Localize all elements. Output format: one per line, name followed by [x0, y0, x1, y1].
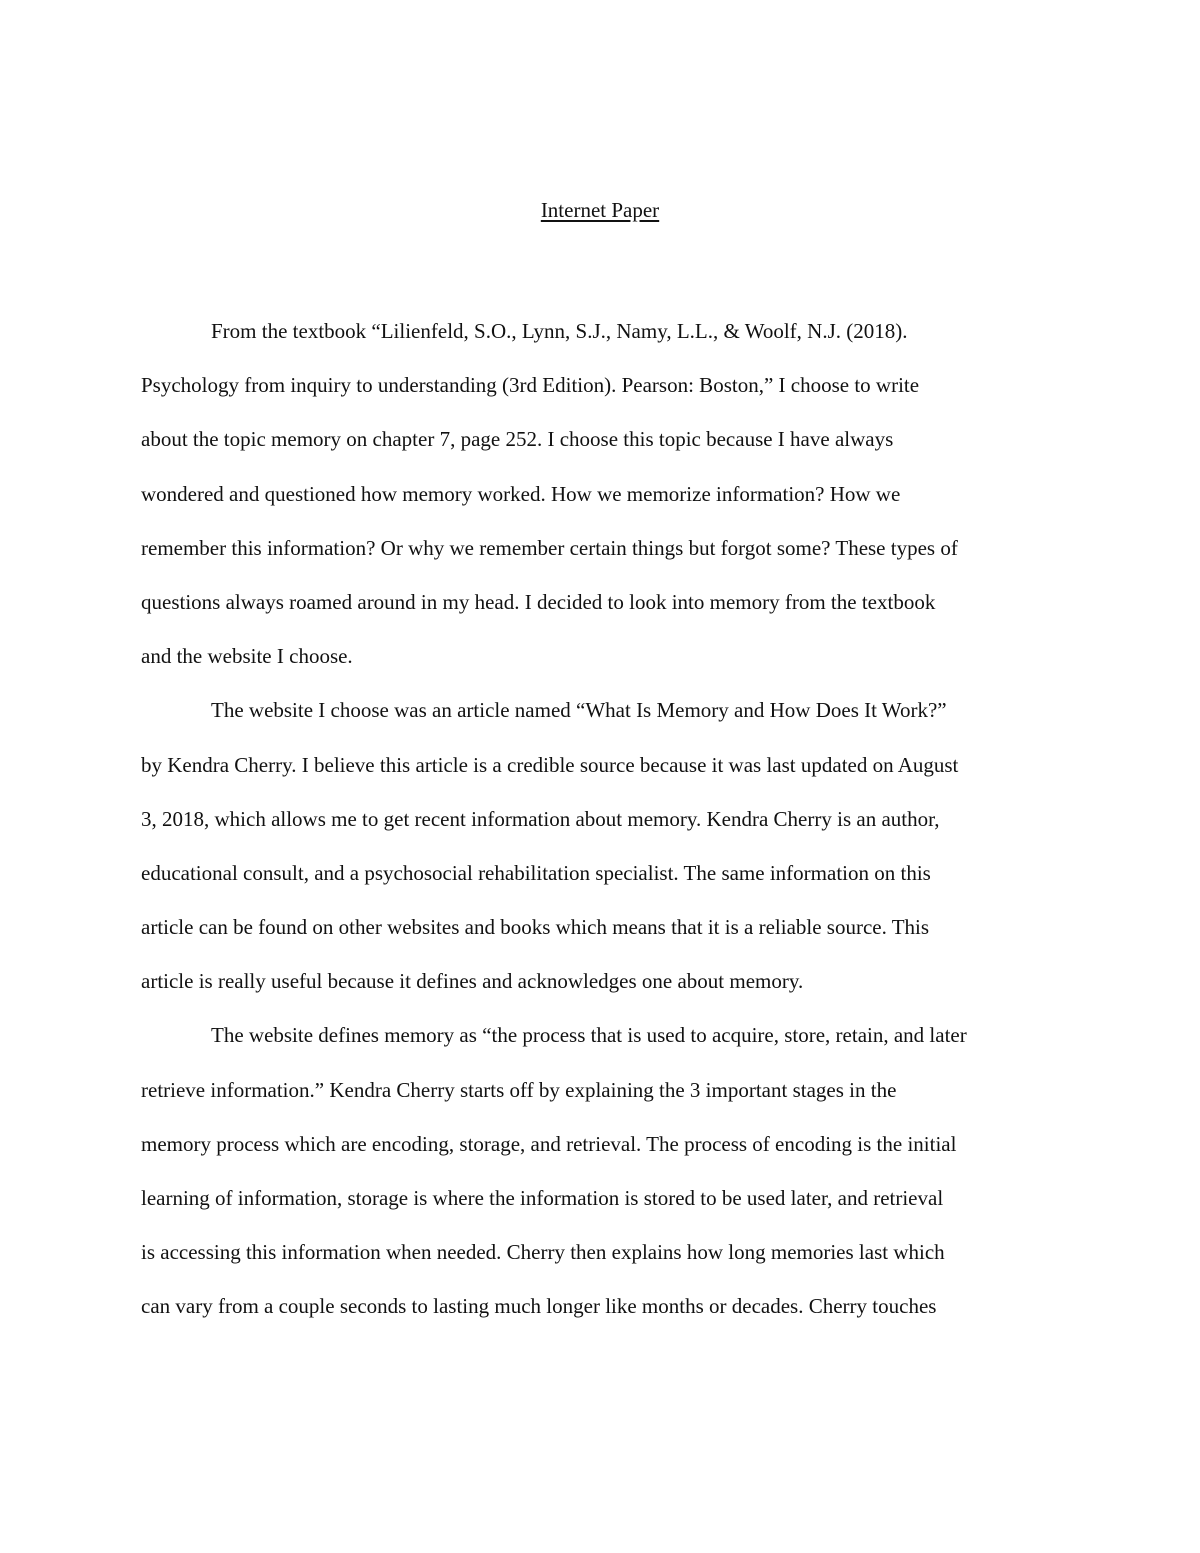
- paragraph-3-line-5: is accessing this information when needed. Cherry then explains how long memories last which: [141, 1240, 945, 1265]
- paragraph-1-line-4: wondered and questioned how memory worked. How we memorize information? How we: [141, 481, 901, 506]
- paragraph-1-line-2: Psychology from inquiry to understanding (3rd Edition). Pearson: Boston,” I choose to write: [141, 373, 920, 398]
- paragraph-3-line-6: can vary from a couple seconds to lasting much longer like months or decades. Cherry touches: [141, 1294, 937, 1319]
- paragraph-2-line-5: article can be found on other websites and books which means that it is a reliable source. This: [141, 915, 930, 940]
- paragraph-1-line-3: about the topic memory on chapter 7, page 252. I choose this topic because I have always: [141, 427, 894, 452]
- paragraph-1-line-5: remember this information? Or why we remember certain things but forgot some? These types of: [141, 535, 958, 560]
- paragraph-1-line-6: questions always roamed around in my head. I decided to look into memory from the textbook: [141, 589, 936, 614]
- paragraph-1-line-7: and the website I choose.: [141, 644, 353, 669]
- paragraph-2-line-1: The website I choose was an article named “What Is Memory and How Does It Work?”: [211, 698, 947, 723]
- paragraph-2-line-6: article is really useful because it defines and acknowledges one about memory.: [141, 969, 804, 994]
- paragraph-3-line-1: The website defines memory as “the process that is used to acquire, store, retain, and later: [211, 1023, 967, 1048]
- paragraph-3-line-2: retrieve information.” Kendra Cherry starts off by explaining the 3 important stages in the: [141, 1077, 897, 1102]
- paragraph-3-line-3: memory process which are encoding, storage, and retrieval. The process of encoding is the initial: [141, 1131, 957, 1156]
- document-body: [141, 304, 1061, 1334]
- paragraph-3-line-4: learning of information, storage is where the information is stored to be used later, and retrieval: [141, 1186, 944, 1210]
- paragraph-2-line-4: educational consult, and a psychosocial rehabilitation specialist. The same information on this: [141, 860, 931, 885]
- document-title: Internet Paper: [540, 198, 660, 222]
- paragraph-2-line-3: 3, 2018, which allows me to get recent information about memory. Kendra Cherry is an author,: [141, 806, 940, 831]
- paragraph-1-line-1: From the textbook “Lilienfeld, S.O., Lynn, S.J., Namy, L.L., & Woolf, N.J. (2018).: [211, 319, 908, 343]
- paragraph-2-line-2: by Kendra Cherry. I believe this article is a credible source because it was last updated on August: [141, 752, 959, 777]
